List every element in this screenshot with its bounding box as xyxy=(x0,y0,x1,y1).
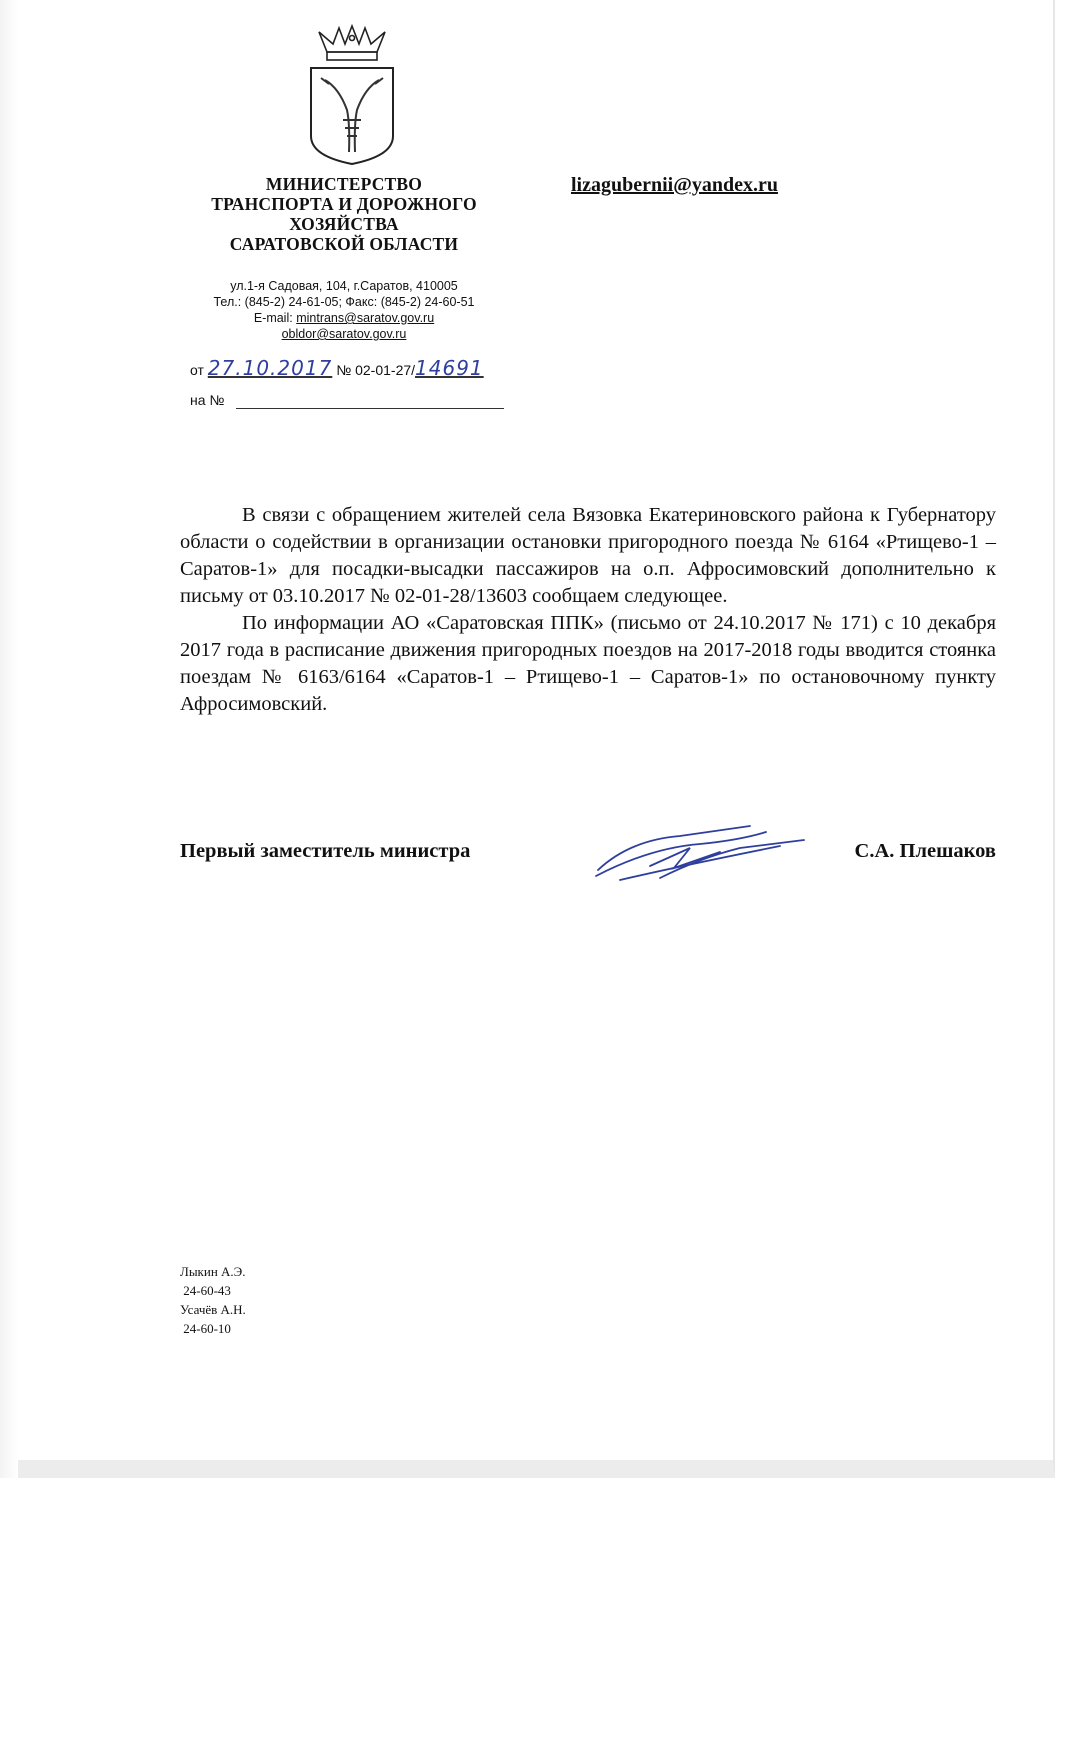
ministry-line: ХОЗЯЙСТВА xyxy=(289,214,399,234)
from-label: от xyxy=(190,362,204,378)
phone-line: Тел.: (845-2) 24-61-05; Факс: (845-2) 24-60-51 xyxy=(213,295,475,309)
ministry-line: САРАТОВСКОЙ ОБЛАСТИ xyxy=(229,234,459,254)
ministry-line: ТРАНСПОРТА И ДОРОЖНОГО xyxy=(211,194,477,214)
executor-line: 24-60-10 xyxy=(180,1321,231,1336)
body-paragraph: В связи с обращением жителей села Вязовка Екатериновского района к Губернатору области о содействии в организации остановки пригородного поезда № 6164 «Ртищево-1 – Саратов-1» для посадки-высадки пассажиров на о.п. Афросимовский дополнительно к письму от 03.10.2017 № 02-01-28/13603 сообщаем следующее. xyxy=(180,504,996,607)
executor-line: Усачёв А.Н. xyxy=(180,1302,246,1317)
reply-reference xyxy=(190,392,504,409)
signatory-name: С.А. Плешаков xyxy=(854,840,996,862)
email-label: E-mail: xyxy=(253,311,293,325)
email-line-2 xyxy=(168,326,520,342)
handwritten-number: 14691 xyxy=(415,356,484,380)
executors-block xyxy=(180,1262,246,1338)
ministry-name xyxy=(168,174,520,254)
reply-label: на № xyxy=(190,392,225,408)
reply-number-rule xyxy=(236,408,504,409)
email-link-mintrans[interactable]: mintrans@saratov.gov.ru xyxy=(296,311,435,325)
outgoing-reference xyxy=(190,356,484,380)
body-paragraph: По информации АО «Саратовская ППК» (письмо от 24.10.2017 № 171) с 10 декабря 2017 года в расписание движения пригородных поездов на 2017-2018 годы вводится стоянка поездам № 6163/6164 «Саратов-1 – Ртищево-1 – Саратов-1» по остановочному пункту Афросимовский. xyxy=(180,612,996,715)
handwritten-signature xyxy=(590,818,808,890)
letter-sheet xyxy=(18,0,1055,1478)
signature-block xyxy=(180,840,996,880)
letter-body xyxy=(180,502,996,718)
recipient-email[interactable]: lizagubernii@yandex.ru xyxy=(571,174,778,196)
executor-line: 24-60-43 xyxy=(180,1283,231,1298)
ministry-address xyxy=(168,278,520,342)
executor-line: Лыкин А.Э. xyxy=(180,1264,246,1279)
address-line: ул.1-я Садовая, 104, г.Саратов, 410005 xyxy=(230,279,458,293)
signatory-title: Первый заместитель министра xyxy=(180,840,471,862)
number-label: № 02-01-27/ xyxy=(336,362,416,378)
handwritten-date: 27.10.2017 xyxy=(207,356,333,380)
email-link-obldor[interactable]: obldor@saratov.gov.ru xyxy=(281,327,407,341)
email-line xyxy=(168,310,520,326)
scan-edge xyxy=(0,0,18,1478)
coat-of-arms-emblem xyxy=(305,24,399,170)
ministry-line: МИНИСТЕРСТВО xyxy=(265,174,423,194)
